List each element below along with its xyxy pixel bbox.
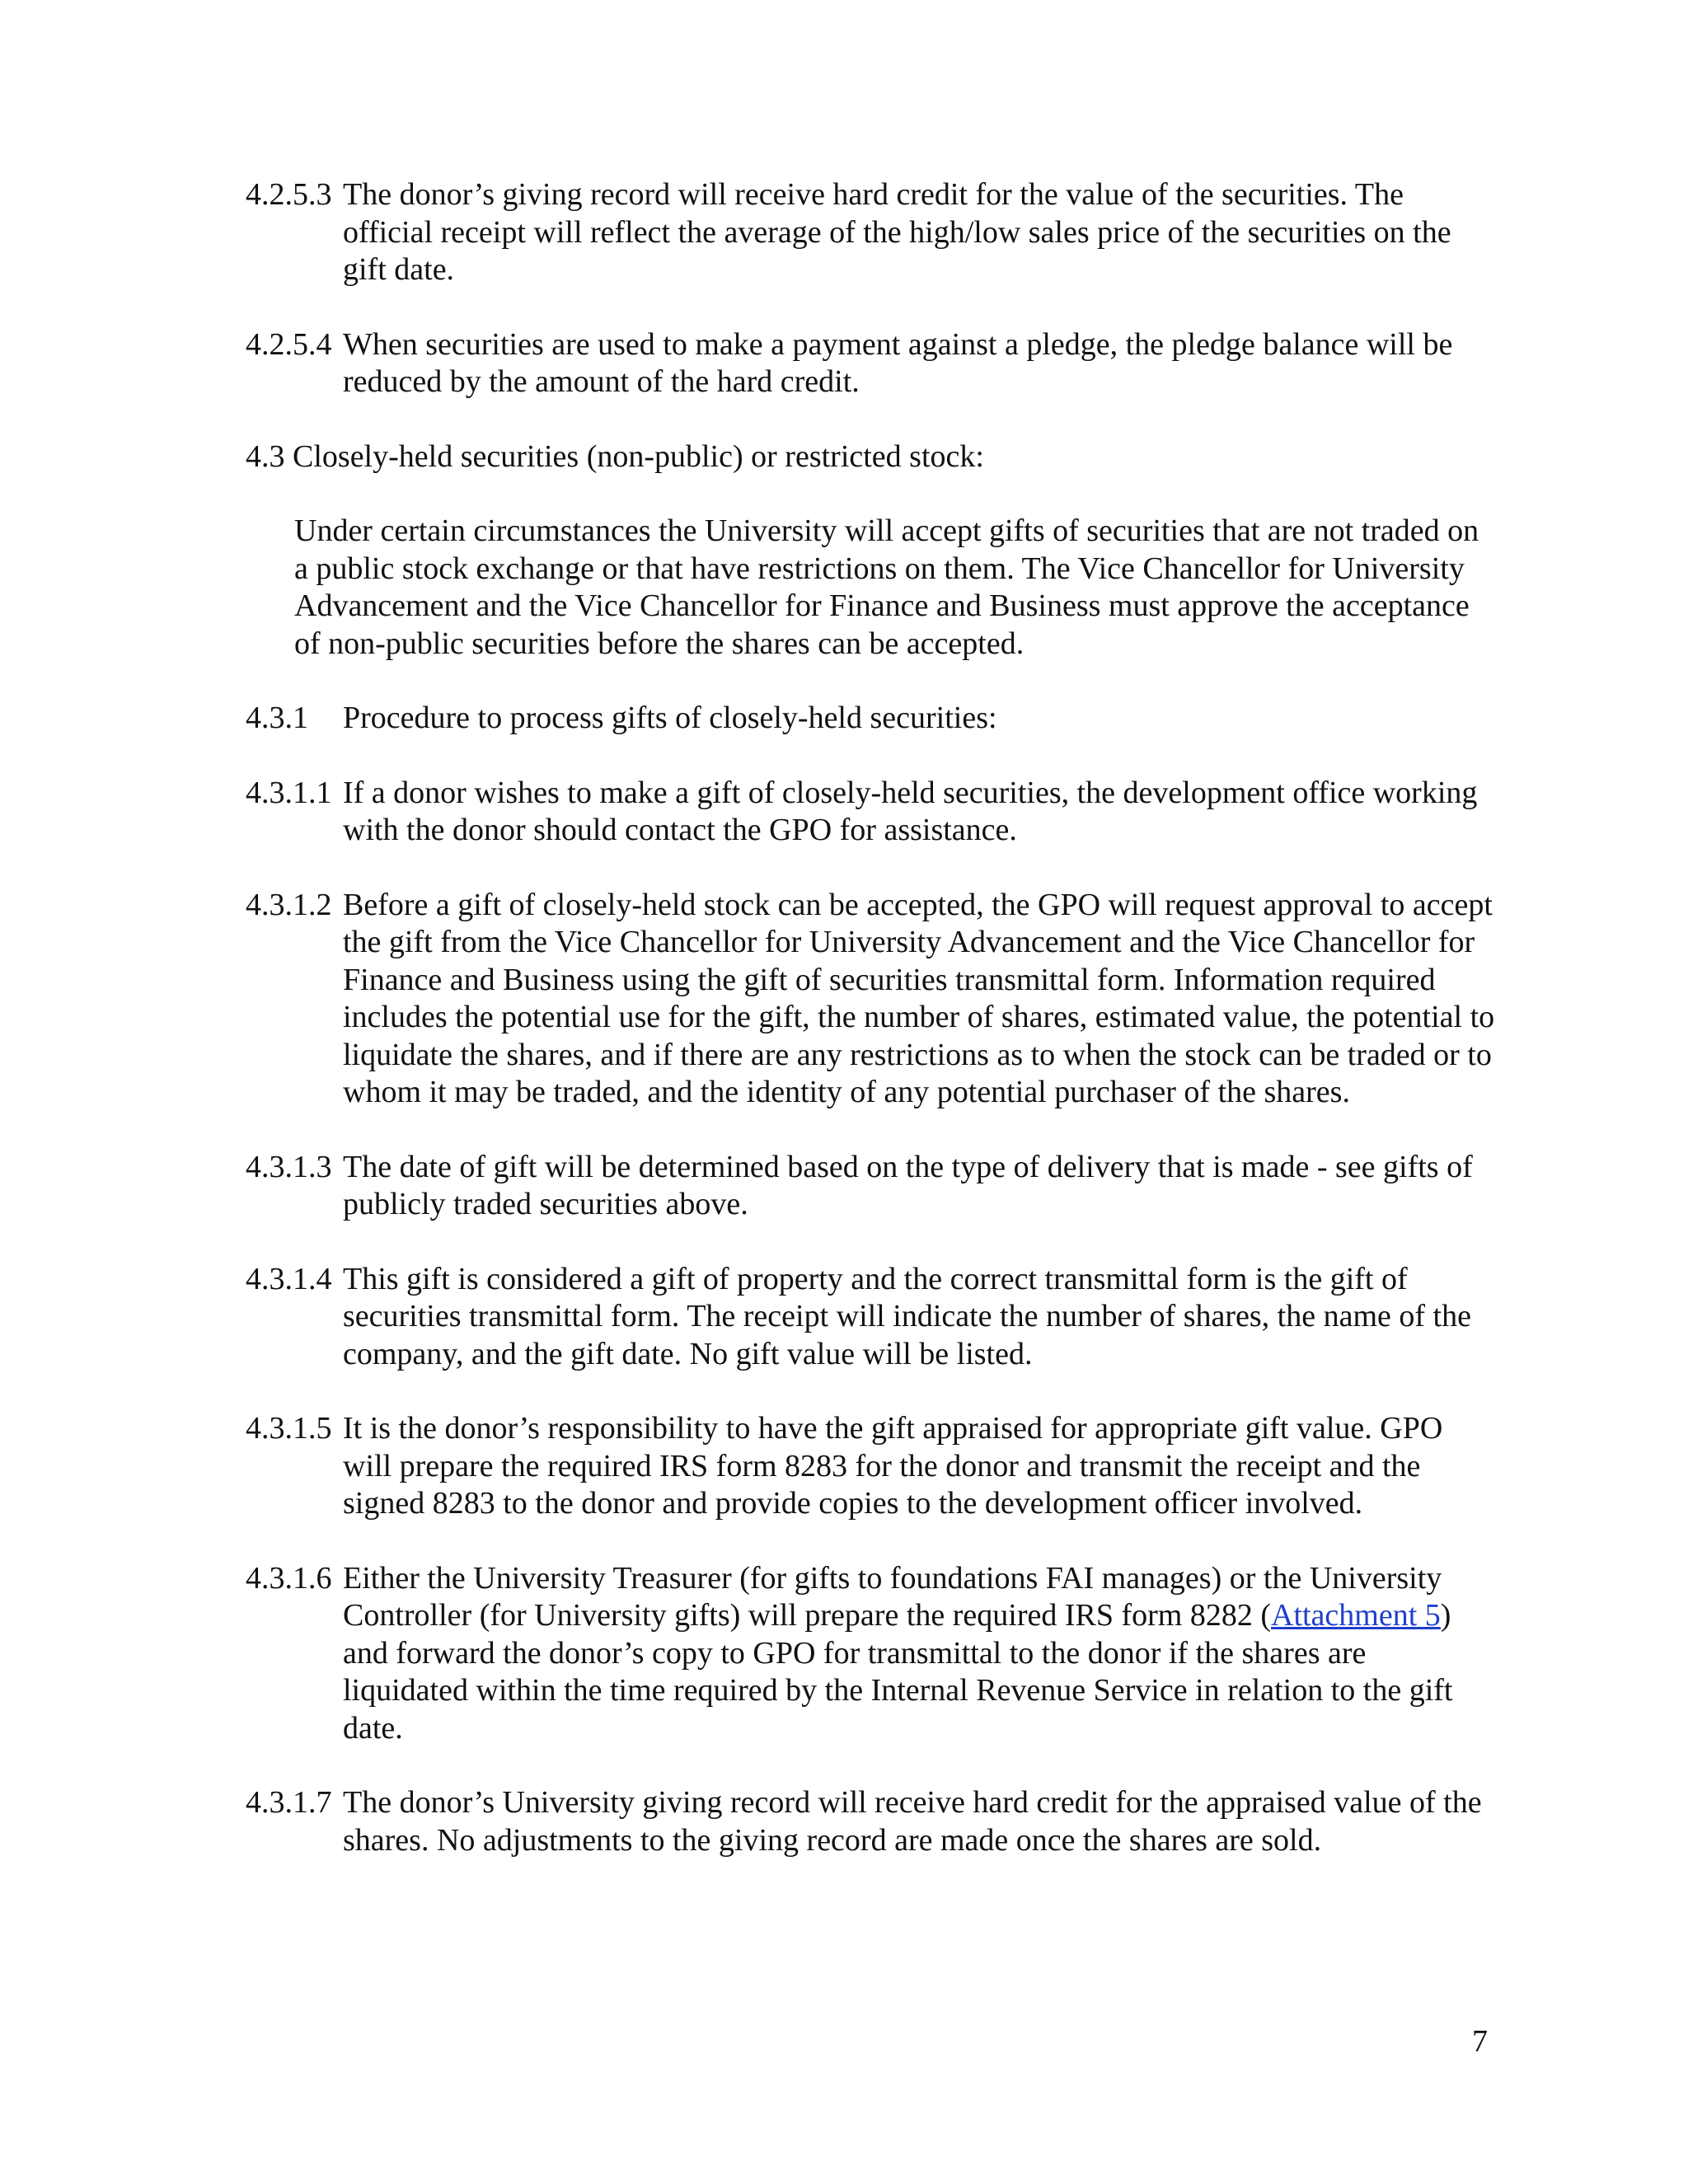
clause-number: 4.2.5.3 — [246, 177, 332, 212]
page-number: 7 — [1472, 2024, 1488, 2059]
clause-number: 4.3.1.2 — [246, 887, 332, 922]
clause-number: 4.3.1.1 — [246, 775, 332, 810]
clause-number: 4.3.1.7 — [246, 1785, 332, 1820]
clause-4-3-1-3 — [246, 1149, 1498, 1224]
clause-text: If a donor wishes to make a gift of closely-held securities, the development office working with the donor should contact the GPO for assistance. — [343, 775, 1478, 847]
section-heading-4-3: 4.3 Closely-held securities (non-public) or restricted stock: — [246, 438, 984, 474]
clause-number: 4.2.5.4 — [246, 326, 332, 362]
clause-number: 4.3.1.5 — [246, 1411, 332, 1446]
subsection-number: 4.3.1 — [246, 701, 308, 735]
clause-4-3-1-2 — [246, 887, 1498, 1112]
clause-4-3-1-6 — [246, 1560, 1498, 1748]
clause-text: The date of gift will be determined based on the type of delivery that is made - see gifts of publicly traded securities above. — [343, 1149, 1473, 1221]
clause-text: The donor’s giving record will receive hard credit for the value of the securities. The official receipt will reflect the average of the high/low sales price of the securities on the gift date. — [343, 177, 1451, 287]
section-4-3-paragraph: Under certain circumstances the University will accept gifts of securities that are not traded on a public stock exchange or that have restrictions on them. The Vice Chancellor for University Advancement and the Vice Chancellor for Finance and Business must approve the acceptance of non-public securities before the shares can be accepted. — [294, 513, 1479, 661]
subsection-title: Procedure to process gifts of closely-held securities: — [343, 701, 997, 735]
clause-number: 4.3.1.4 — [246, 1261, 332, 1296]
clause-4-3-1-4 — [246, 1261, 1498, 1374]
document-page — [246, 176, 1498, 1896]
clause-4-3-1-5 — [246, 1410, 1498, 1523]
clause-text-after-link: ) and forward the donor’s copy to GPO for transmittal to the donor if the shares are liquidated within the time required by the Internal Revenue Service in relation to the gift date. — [343, 1598, 1453, 1746]
clause-4-2-5-4 — [246, 326, 1498, 401]
subsection-heading-4-3-1 — [246, 700, 1498, 738]
clause-text-before-link: Either the University Treasurer (for gifts to foundations FAI manages) or the University Controller (for University gifts) will prepare the required IRS form 8282 ( — [343, 1560, 1442, 1633]
clause-text: This gift is considered a gift of property and the correct transmittal form is the gift of securities transmittal form. The receipt will indicate the number of shares, the name of the company, and the gift date. No gift value will be listed. — [343, 1261, 1471, 1371]
clause-4-3-1-1 — [246, 775, 1498, 850]
clause-text: It is the donor’s responsibility to have the gift appraised for appropriate gift value. GPO will prepare the required IRS form 8283 for the donor and transmit the receipt and the signed 8283 to the donor and provide copies to the development officer involved. — [343, 1411, 1443, 1521]
clause-text: When securities are used to make a payment against a pledge, the pledge balance will be reduced by the amount of the hard credit. — [343, 326, 1453, 399]
clause-4-2-5-3 — [246, 176, 1498, 289]
clause-text: The donor’s University giving record will receive hard credit for the appraised value of the shares. No adjustments to the giving record are made once the shares are sold. — [343, 1785, 1482, 1858]
clause-text: Before a gift of closely-held stock can be accepted, the GPO will request approval to accept the gift from the Vice Chancellor for University Advancement and the Vice Chancellor for Finance and Business using the gift of securities transmittal form. Information required includes the potential use for the gift, the number of shares, estimated value, the potential to liquidate the shares, and if there are any restrictions as to when the stock can be traded or to whom it may be traded, and the identity of any potential purchaser of the shares. — [343, 887, 1495, 1109]
clause-number: 4.3.1.6 — [246, 1560, 332, 1596]
attachment-5-link[interactable]: Attachment 5 — [1271, 1598, 1441, 1633]
clause-number: 4.3.1.3 — [246, 1149, 332, 1184]
clause-4-3-1-7 — [246, 1784, 1498, 1859]
